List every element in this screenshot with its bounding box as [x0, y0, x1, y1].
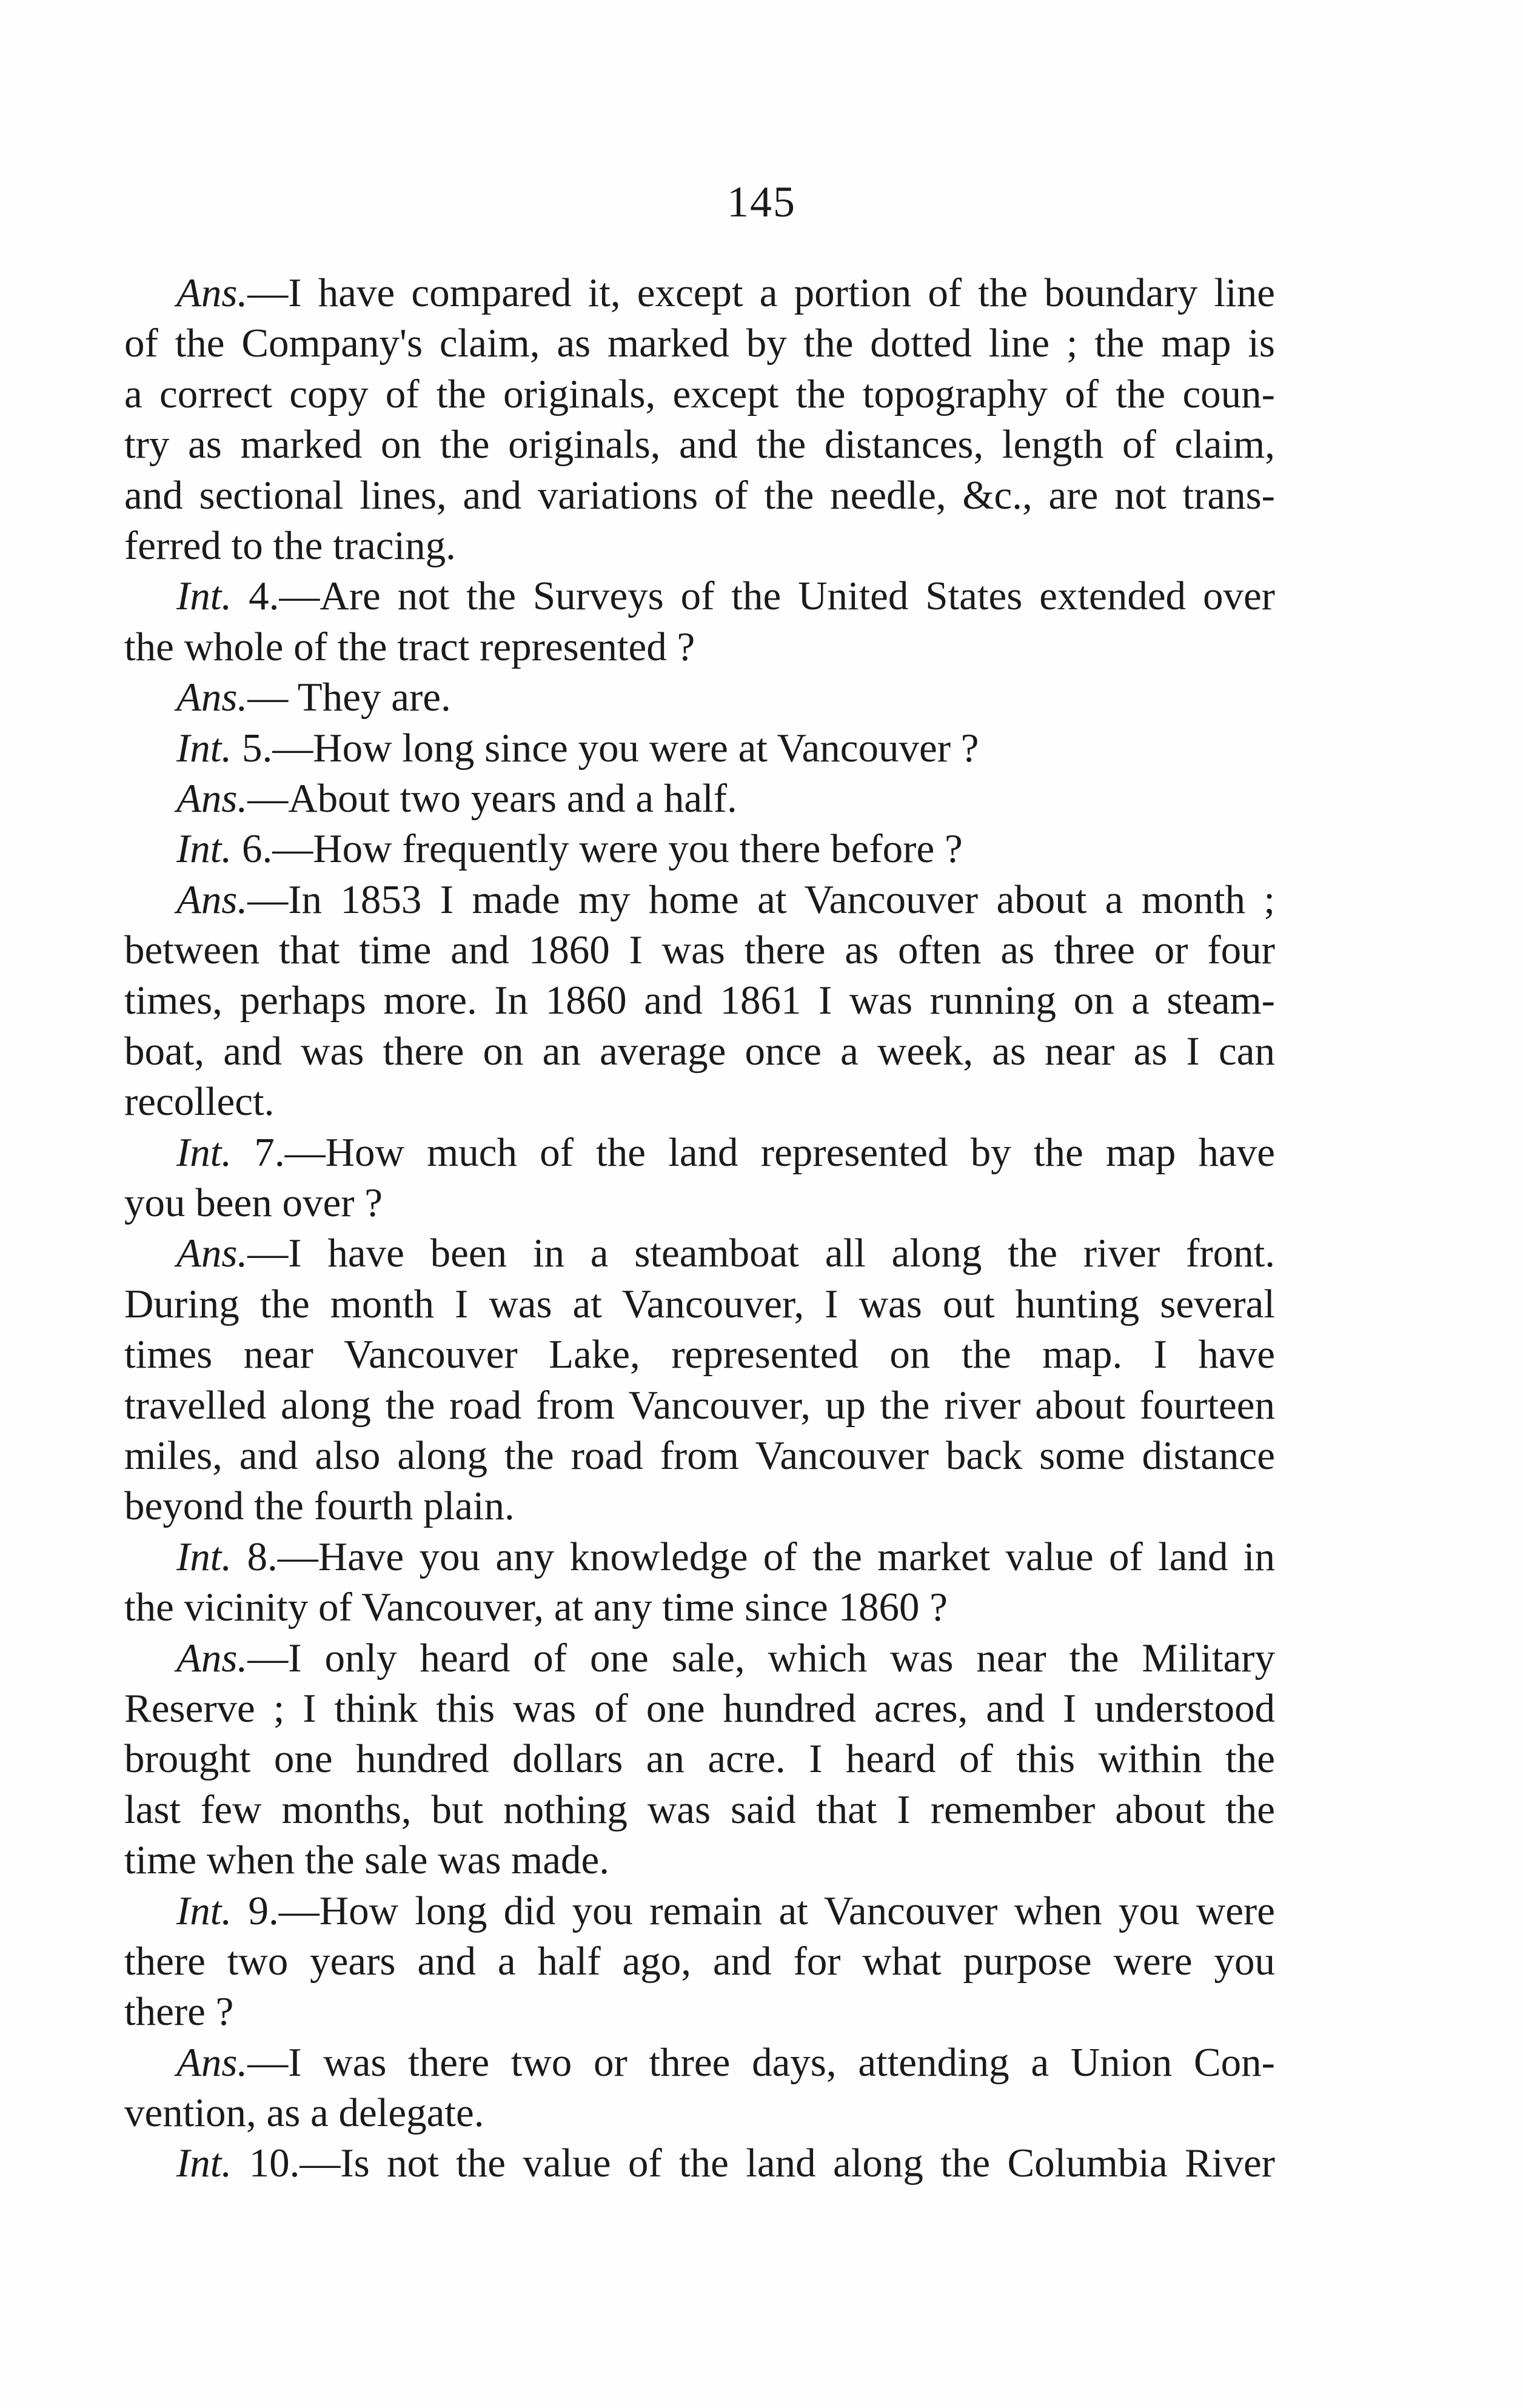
text-line [124, 2138, 1275, 2189]
text-line [124, 2088, 1275, 2138]
text-line [124, 875, 1275, 925]
text-line [124, 1633, 1275, 1684]
text-line [124, 1077, 1275, 1127]
text-line [124, 1582, 1275, 1633]
text-line [124, 723, 1275, 774]
text-line [124, 1835, 1275, 1885]
speaker-label: Int. [176, 1129, 232, 1175]
text-line [124, 268, 1275, 318]
text-line [124, 774, 1275, 824]
text-line [124, 1481, 1275, 1531]
line-text: recollect. [124, 1079, 275, 1125]
line-text: a correct copy of the originals, except the topography of the coun- [124, 371, 1275, 416]
text-line [124, 1684, 1275, 1734]
line-text: last few months, but nothing was said that I remember about the [124, 1787, 1275, 1832]
text-line [124, 1734, 1275, 1784]
line-text: —About two years and a half. [247, 775, 737, 821]
text-line [124, 1178, 1275, 1228]
line-text: travelled along the road from Vancouver, up the river about fourteen [124, 1382, 1275, 1428]
line-text: between that time and 1860 I was there as often as three or four [124, 928, 1275, 973]
line-text: —I have been in a steamboat all along the river front. [247, 1231, 1275, 1276]
line-text: times, perhaps more. In 1860 and 1861 I was running on a steam- [124, 978, 1275, 1023]
text-line [124, 1329, 1275, 1380]
text-line [124, 2038, 1275, 2088]
page-number: 145 [727, 178, 796, 226]
line-text: 4.—Are not the Surveys of the United States extended over [232, 574, 1275, 619]
speaker-label: Int. [176, 826, 232, 872]
line-text: 5.—How long since you were at Vancouver ? [232, 725, 979, 771]
line-text: Reserve ; I think this was of one hundred acres, and I understood [124, 1685, 1275, 1731]
line-text: you been over ? [124, 1180, 383, 1226]
testimony-text [124, 268, 1275, 2189]
line-text: —I have compared it, except a portion of the boundary line [247, 270, 1275, 315]
text-line [124, 1886, 1275, 1936]
line-text: there two years and a half ago, and for what purpose were you [124, 1938, 1275, 1984]
line-text: —In 1853 I made my home at Vancouver about a month ; [247, 877, 1275, 922]
speaker-label: Ans. [176, 877, 248, 922]
text-line [124, 1380, 1275, 1431]
line-text: time when the sale was made. [124, 1838, 610, 1883]
text-line [124, 622, 1275, 672]
line-text: 6.—How frequently were you there before ? [232, 826, 963, 872]
line-text: 8.—Have you any knowledge of the market value of land in [232, 1534, 1275, 1579]
text-line [124, 1026, 1275, 1077]
line-text: During the month I was at Vancouver, I was out hunting several [124, 1281, 1275, 1326]
text-line [124, 824, 1275, 874]
text-line [124, 571, 1275, 621]
line-text: 7.—How much of the land represented by the map have [232, 1129, 1275, 1175]
text-line [124, 318, 1275, 369]
speaker-label: Ans. [176, 270, 248, 315]
speaker-label: Ans. [176, 2039, 248, 2085]
line-text: miles, and also along the road from Vancouver back some distance [124, 1433, 1275, 1478]
line-text: —I was there two or three days, attending a Union Con- [247, 2039, 1275, 2085]
line-text: 10.—Is not the value of the land along the Columbia River [232, 2141, 1275, 2186]
line-text: —I only heard of one sale, which was near the Military [247, 1635, 1275, 1681]
speaker-label: Int. [176, 1534, 232, 1579]
text-line [124, 1936, 1275, 1987]
text-line [124, 672, 1275, 723]
line-text: times near Vancouver Lake, represented on the map. I have [124, 1332, 1275, 1377]
text-line [124, 1228, 1275, 1279]
line-text: beyond the fourth plain. [124, 1483, 515, 1529]
line-text: 9.—How long did you remain at Vancouver when you were [232, 1888, 1275, 1933]
text-line [124, 925, 1275, 975]
line-text: — They are. [247, 675, 451, 720]
speaker-label: Int. [176, 1888, 232, 1933]
speaker-label: Int. [176, 574, 232, 619]
text-line [124, 1431, 1275, 1481]
text-line [124, 420, 1275, 470]
text-line [124, 1532, 1275, 1582]
speaker-label: Ans. [176, 1635, 248, 1681]
line-text: brought one hundred dollars an acre. I heard of this within the [124, 1736, 1275, 1782]
text-line [124, 470, 1275, 521]
text-line [124, 521, 1275, 571]
text-line [124, 1987, 1275, 2037]
text-line [124, 975, 1275, 1026]
speaker-label: Int. [176, 725, 232, 771]
speaker-label: Ans. [176, 675, 248, 720]
text-line [124, 369, 1275, 420]
line-text: of the Company's claim, as marked by the dotted line ; the map is [124, 321, 1275, 366]
line-text: ferred to the tracing. [124, 523, 456, 568]
speaker-label: Ans. [176, 775, 248, 821]
line-text: there ? [124, 1989, 234, 2035]
text-line [124, 1128, 1275, 1178]
line-text: the whole of the tract represented ? [124, 624, 695, 669]
text-line [124, 1279, 1275, 1329]
speaker-label: Ans. [176, 1231, 248, 1276]
line-text: and sectional lines, and variations of the needle, &c., are not trans- [124, 472, 1275, 518]
line-text: vention, as a delegate. [124, 2090, 484, 2136]
line-text: try as marked on the originals, and the distances, length of claim, [124, 422, 1275, 467]
speaker-label: Int. [176, 2141, 232, 2186]
text-line [124, 1785, 1275, 1835]
line-text: boat, and was there on an average once a week, as near as I can [124, 1028, 1275, 1074]
line-text: the vicinity of Vancouver, at any time since 1860 ? [124, 1585, 948, 1630]
